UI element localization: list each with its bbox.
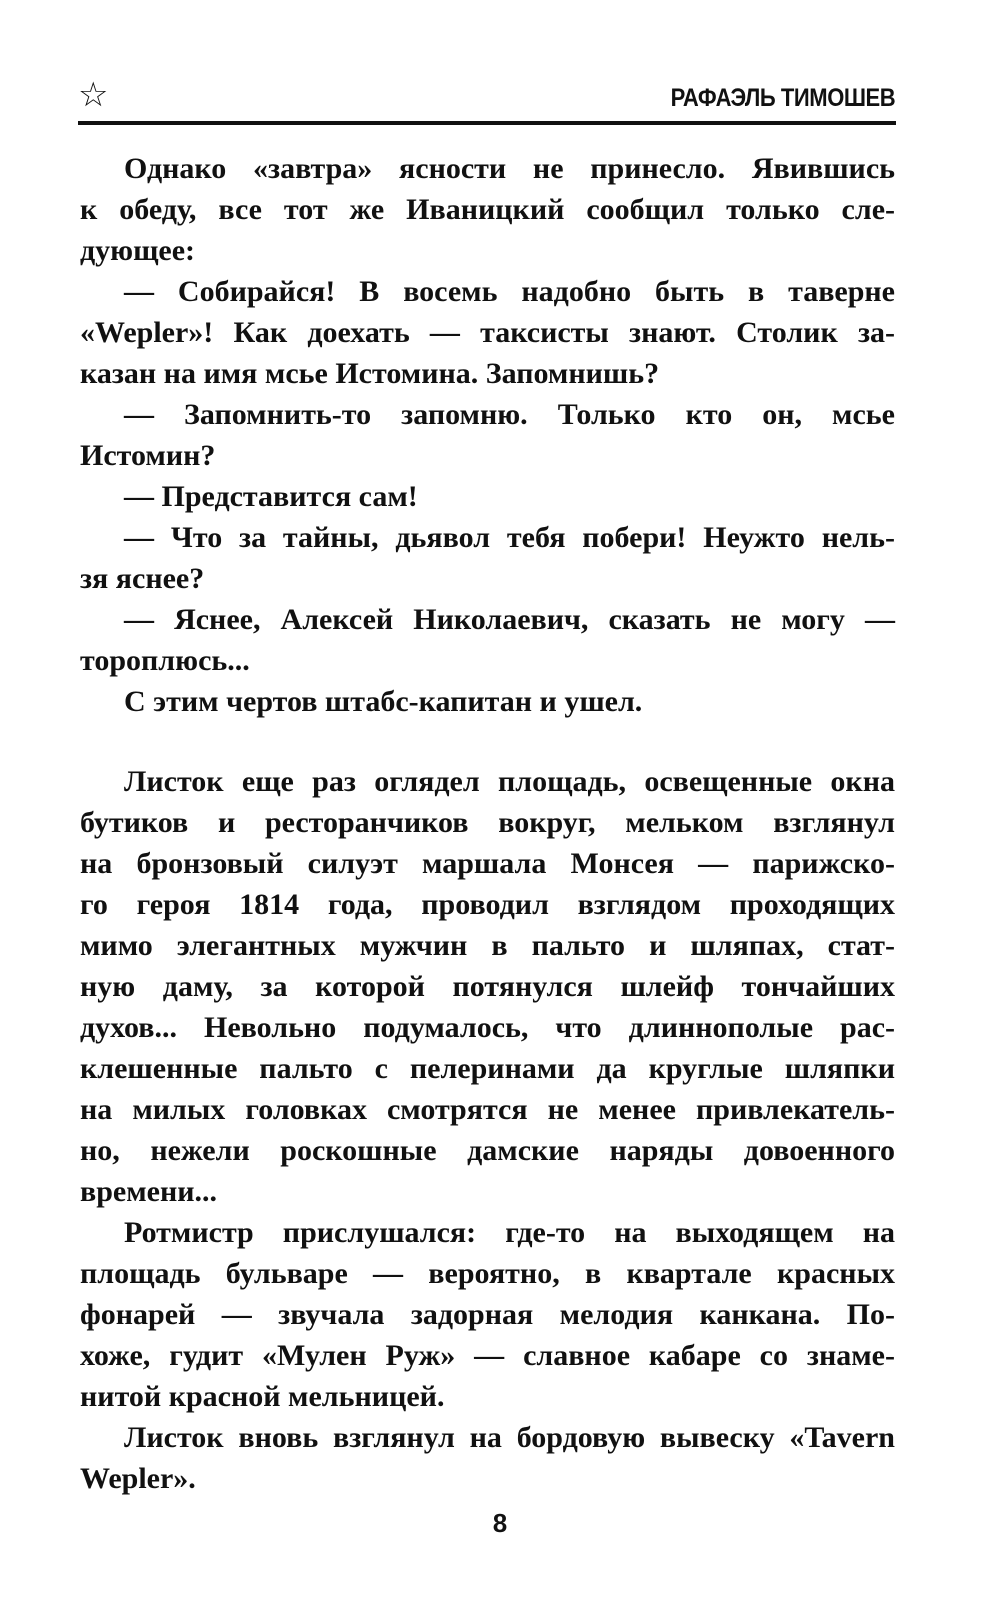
text-line: тороплюсь...: [80, 644, 250, 677]
text-line: Истомин?: [80, 439, 216, 472]
text-line: ную даму, за которой потянулся шлейф тончайших: [80, 970, 895, 1003]
text-line: на милых головках смотрятся не менее привлекатель-: [80, 1093, 895, 1126]
section-break: [80, 722, 895, 761]
text-line: но, нежели роскошные дамские наряды довоенного: [80, 1134, 895, 1167]
body-text: [80, 148, 895, 1499]
text-line: хоже, гудит «Мулен Руж» — славное кабаре со знаме-: [80, 1339, 895, 1372]
text-line: на бронзовый силуэт маршала Монсея — парижско-: [80, 847, 895, 880]
text-line: «Wepler»! Как доехать — таксисты знают. Столик за-: [80, 316, 895, 349]
text-line: — Яснее, Алексей Николаевич, сказать не могу —: [124, 603, 895, 636]
text-line: С этим чертов штабс-капитан и ушел.: [124, 685, 643, 718]
text-line: дующее:: [80, 234, 196, 267]
text-line: — Собирайся! В восемь надобно быть в таверне: [124, 275, 895, 308]
text-line: времени...: [80, 1175, 218, 1208]
page-number: 8: [492, 1508, 508, 1538]
text-line: Однако «завтра» ясности не принесло. Явившись: [124, 152, 895, 185]
text-line: зя яснее?: [80, 562, 205, 595]
text-line: — Представится сам!: [124, 480, 418, 513]
text-line: — Запомнить-то запомню. Только кто он, мсье: [124, 398, 895, 431]
text-line: Листок еще раз оглядел площадь, освещенные окна: [124, 765, 895, 798]
text-line: духов... Невольно подумалось, что длиннополые рас-: [80, 1011, 895, 1044]
star-icon: ☆: [78, 75, 109, 115]
text-line: Wepler».: [80, 1462, 196, 1495]
text-line: площадь бульваре — вероятно, в квартале красных: [80, 1257, 895, 1290]
text-line: бутиков и ресторанчиков вокруг, мельком взглянул: [80, 806, 895, 839]
text-line: казан на имя мсье Истомина. Запомнишь?: [80, 357, 660, 390]
text-line: нитой красной мельницей.: [80, 1380, 445, 1413]
text-line: Листок вновь взглянул на бордовую вывеску «Tavern: [124, 1421, 895, 1454]
text-line: фонарей — звучала задорная мелодия канкана. По-: [80, 1298, 895, 1331]
text-line: мимо элегантных мужчин в пальто и шляпах, стат-: [80, 929, 895, 962]
text-line: — Что за тайны, дьявол тебя побери! Неужто нель-: [124, 521, 895, 554]
header-rule: [78, 121, 896, 125]
text-line: к обеду, все тот же Иваницкий сообщил только сле-: [80, 193, 895, 226]
text-line: го героя 1814 года, проводил взглядом проходящих: [80, 888, 895, 921]
text-line: клешенные пальто с пелеринами да круглые шляпки: [80, 1052, 895, 1085]
text-line: Ротмистр прислушался: где-то на выходящем на: [124, 1216, 895, 1249]
running-header-author: РАФАЭЛЬ ТИМОШЕВ: [670, 84, 895, 112]
